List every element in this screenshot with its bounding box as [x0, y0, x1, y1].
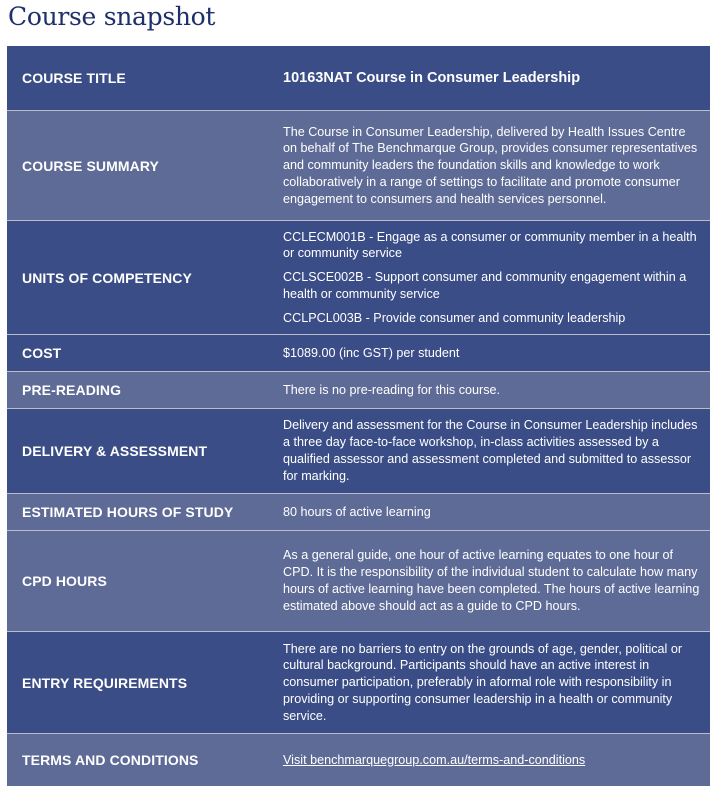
course-snapshot-table: [7, 46, 710, 786]
unit-item: CCLPCL003B - Provide consumer and community leadership: [283, 310, 626, 325]
course-summary-value: The Course in Consumer Leadership, delivered by Health Issues Centre on behalf of The Benchmarque Group, provides consumer representatives and community leaders the foundation skills and knowledge to work collaboratively in a range of settings to facilitate and promote consumer engagement to consumers and health services personnel.: [283, 124, 698, 206]
row-course-summary: [7, 111, 710, 221]
row-label: ENTRY REQUIREMENTS: [22, 674, 188, 691]
row-label: ESTIMATED HOURS OF STUDY: [22, 504, 234, 520]
row-cost: [7, 335, 710, 372]
page-title: Course snapshot: [8, 2, 216, 31]
row-label: PRE-READING: [22, 382, 122, 398]
cost-value: $1089.00 (inc GST) per student: [283, 345, 460, 360]
unit-item: CCLSCE002B - Support consumer and community engagement within a health or community service: [283, 270, 687, 301]
row-terms-conditions: [7, 734, 710, 786]
row-units-of-competency: [7, 221, 710, 335]
unit-item: CCLECM001B - Engage as a consumer or community member in a health or community service: [283, 229, 697, 261]
cpd-value: As a general guide, one hour of active learning equates to one hour of CPD. It is the responsibility of the individual student to calculate how many hours of active learning have been completed. The hours of active learning estimated above should act as a guide to CPD hours.: [283, 548, 700, 613]
row-delivery-assessment: [7, 409, 710, 494]
terms-cell: [283, 752, 710, 769]
row-label: COURSE SUMMARY: [22, 157, 159, 174]
entry-value: There are no barriers to entry on the grounds of age, gender, political or cultural background. Participants should have an active interest in consumer participation, preferably in aformal role with responsibility in providing or supporting consumer leadership in a health or community service.: [283, 641, 683, 723]
course-title-value: 10163NAT Course in Consumer Leadership: [283, 69, 581, 86]
row-course-title: [7, 46, 710, 111]
row-label: CPD HOURS: [22, 573, 107, 589]
row-label: TERMS AND CONDITIONS: [22, 752, 199, 768]
terms-link[interactable]: Visit benchmarquegroup.com.au/terms-and-conditions: [283, 752, 586, 767]
row-label: DELIVERY & ASSESSMENT: [22, 443, 208, 459]
row-estimated-hours: [7, 494, 710, 531]
row-entry-requirements: [7, 632, 710, 734]
pre-reading-value: There is no pre-reading for this course.: [283, 382, 500, 397]
row-pre-reading: [7, 372, 710, 409]
hours-value: 80 hours of active learning: [283, 504, 431, 519]
row-label: UNITS OF COMPETENCY: [22, 269, 192, 286]
row-cpd-hours: [7, 531, 710, 632]
row-label: COST: [22, 345, 62, 361]
delivery-value: Delivery and assessment for the Course in Consumer Leadership includes a three day face-to-face workshop, in-class activities assessed by a qualified assessor and assessment completed and submitted to assessor for marking.: [283, 418, 698, 483]
row-label: COURSE TITLE: [22, 70, 126, 86]
units-list: [283, 229, 710, 327]
